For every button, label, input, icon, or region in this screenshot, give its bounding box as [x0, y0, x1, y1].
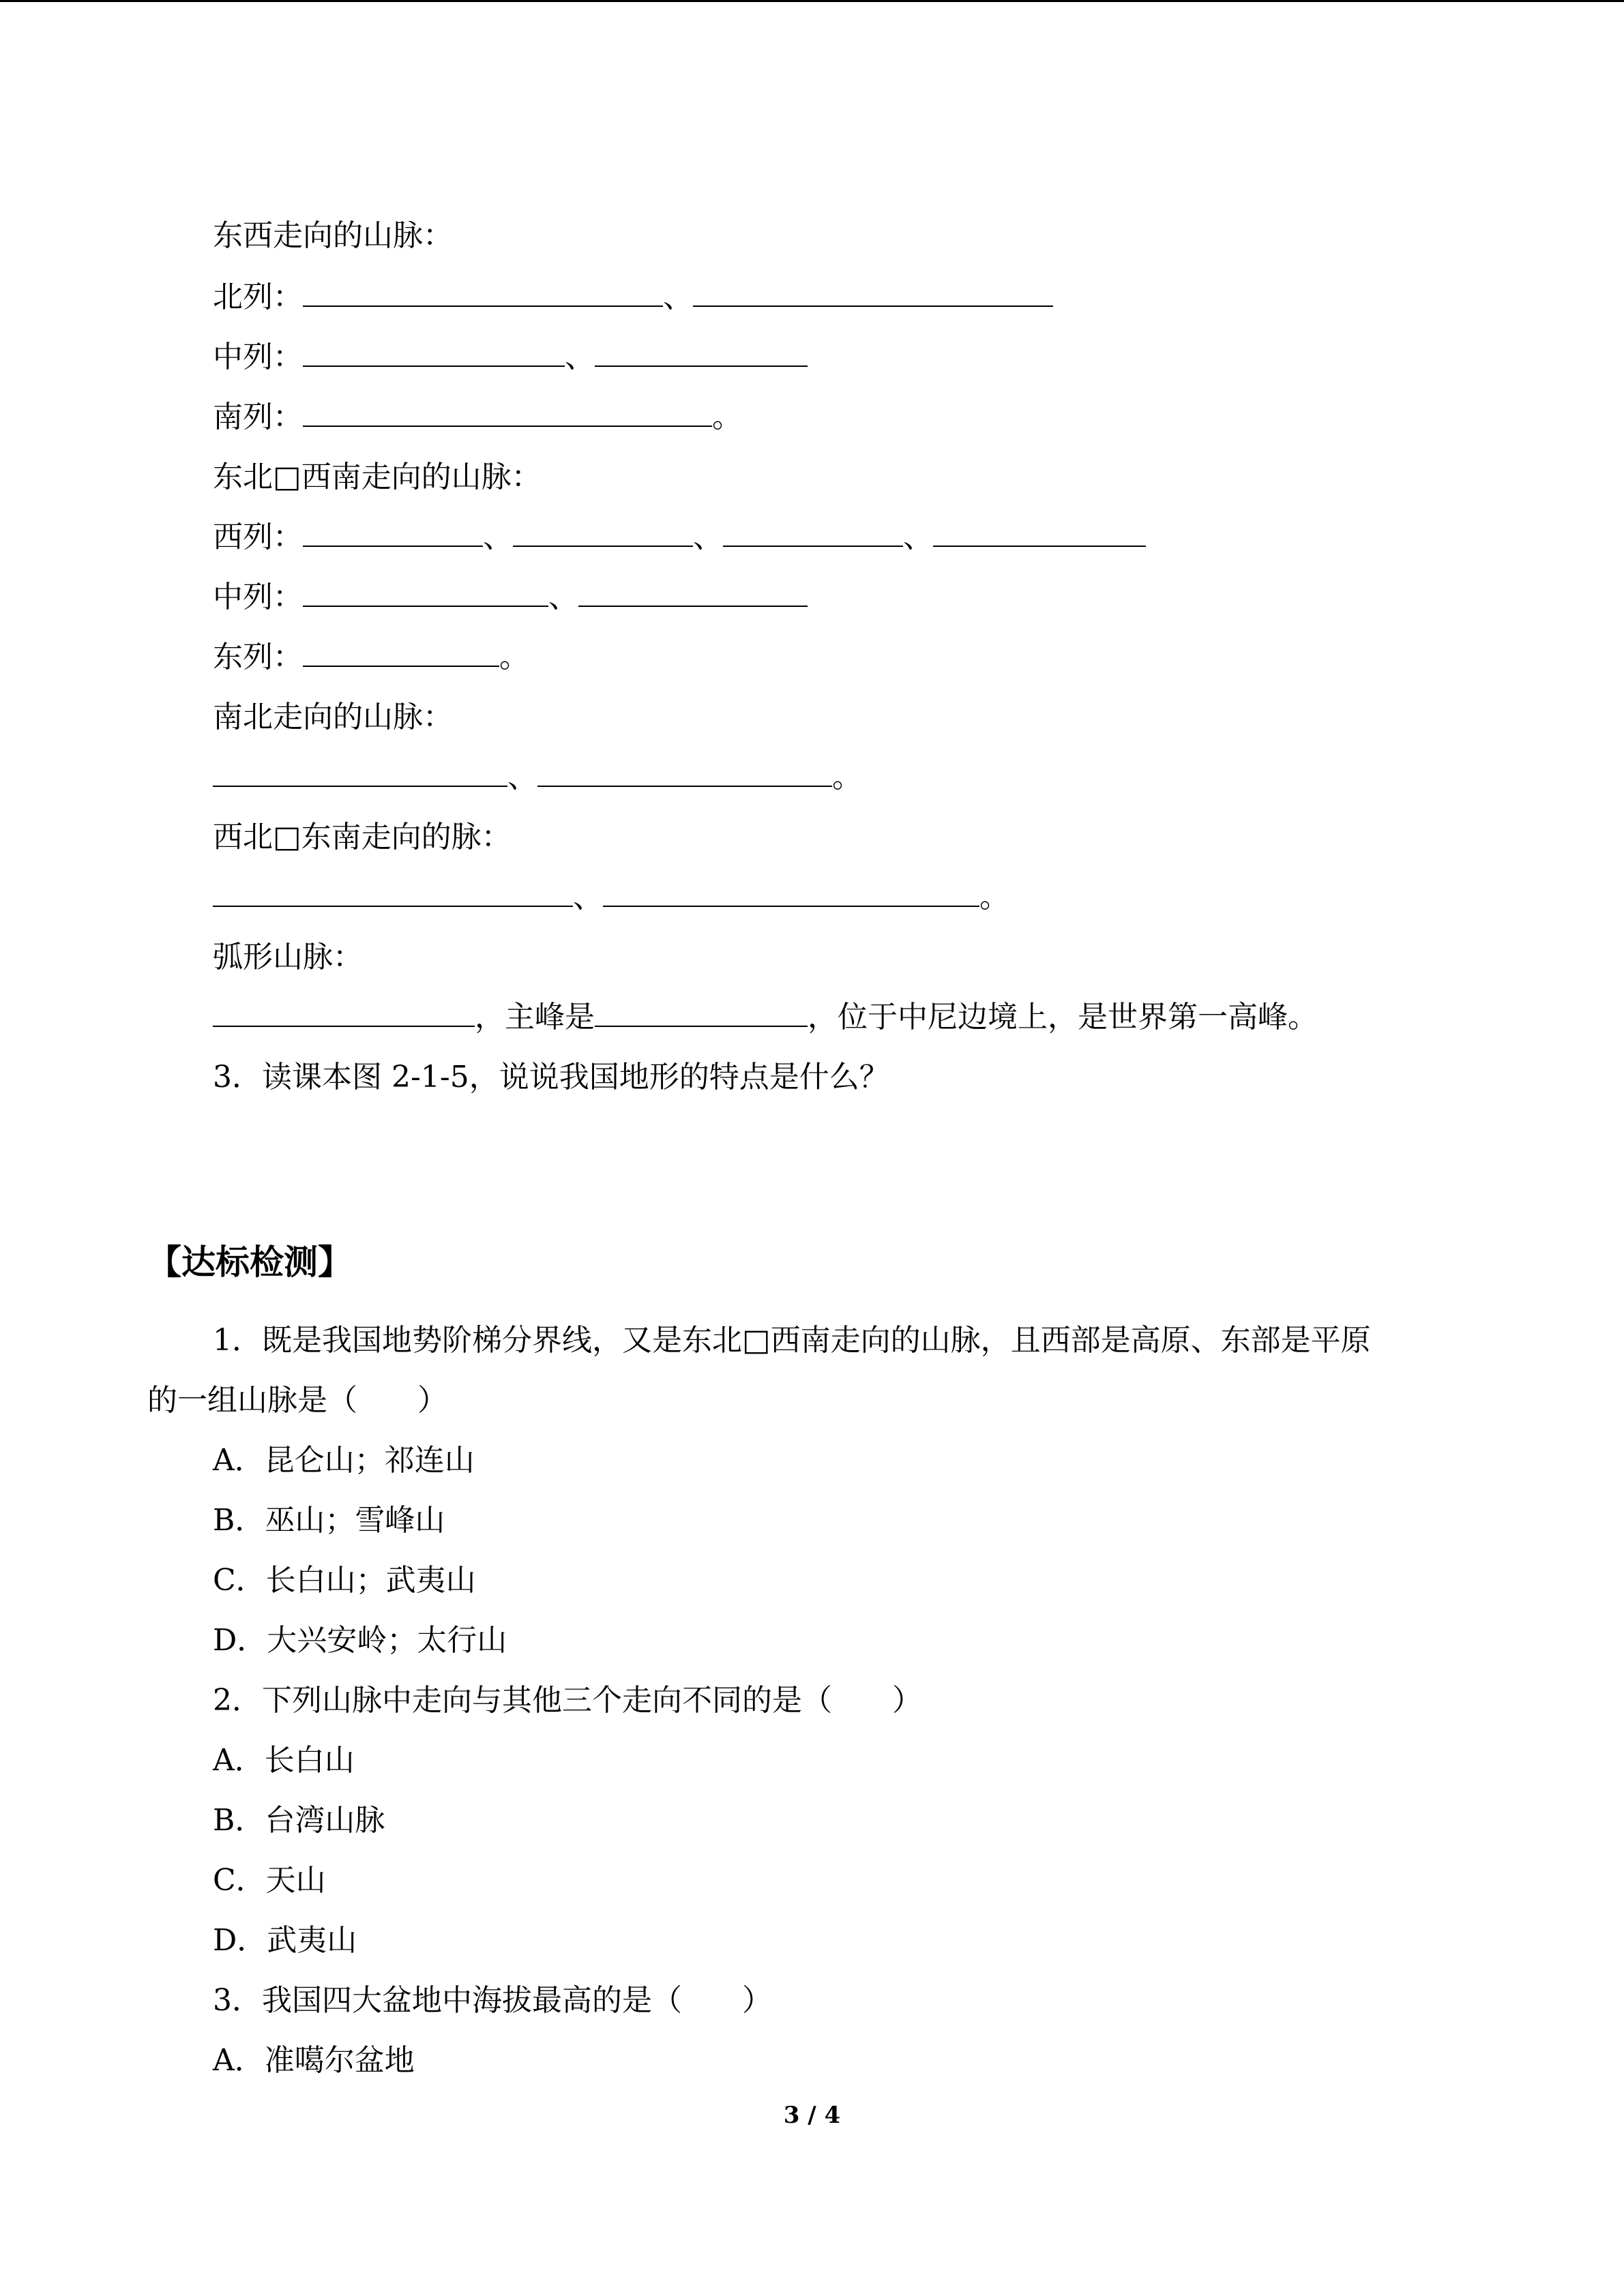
answer-blank[interactable]	[595, 338, 808, 367]
q2-option-b[interactable]: B．台湾山脉	[213, 1803, 385, 1838]
test-q2: 2．下列山脉中走向与其他三个走向不同的是（ ）	[213, 1683, 922, 1718]
ew-title: 东西走向的山脉：	[213, 218, 453, 253]
arc-end-text: ，位于中尼边境上，是世界第一高峰。	[808, 1000, 1318, 1034]
ne-west-label: 西列：	[213, 520, 303, 554]
answer-blank[interactable]	[578, 578, 808, 607]
question-3-read-map: 3．读课本图 2-1-5，说说我国地形的特点是什么？	[213, 1060, 889, 1094]
q2-option-d[interactable]: D．武夷山	[213, 1923, 357, 1958]
answer-blank[interactable]	[537, 758, 832, 787]
ne-west-row	[213, 517, 1146, 558]
ne-east-row	[213, 637, 529, 678]
arc-title: 弧形山脉：	[213, 940, 363, 974]
separator: 、	[483, 520, 513, 554]
q1-option-c[interactable]: C．长白山；武夷山	[213, 1563, 476, 1598]
answer-blank[interactable]	[303, 578, 548, 607]
ew-south-label: 南列：	[213, 400, 303, 434]
answer-blank[interactable]	[303, 638, 499, 667]
section-heading: 【达标检测】	[147, 1242, 352, 1282]
q1-option-a[interactable]: A．昆仑山；祁连山	[213, 1443, 475, 1478]
q2-option-a[interactable]: A．长白山	[213, 1743, 355, 1778]
ew-north-row	[213, 277, 1053, 318]
answer-blank[interactable]	[595, 998, 808, 1027]
answer-blank[interactable]	[693, 278, 1053, 307]
separator: 、	[548, 580, 578, 614]
answer-blank[interactable]	[603, 878, 979, 907]
separator: 、	[903, 520, 933, 554]
period: 。	[712, 400, 742, 434]
answer-blank[interactable]	[933, 518, 1146, 547]
q2-option-c[interactable]: C．天山	[213, 1863, 326, 1898]
ew-north-label: 北列：	[213, 280, 303, 314]
period: 。	[832, 760, 862, 794]
answer-blank[interactable]	[723, 518, 903, 547]
top-border	[0, 0, 1624, 2]
ew-south-row	[213, 397, 742, 438]
q1-option-b[interactable]: B．巫山；雪峰山	[213, 1503, 445, 1538]
answer-blank[interactable]	[303, 518, 483, 547]
period: 。	[979, 880, 1009, 914]
answer-blank[interactable]	[513, 518, 693, 547]
ns-row	[213, 757, 862, 798]
separator: 、	[507, 760, 537, 794]
nw-row	[213, 877, 1009, 918]
answer-blank[interactable]	[213, 998, 475, 1027]
separator: 、	[573, 880, 603, 914]
ew-middle-row	[213, 337, 808, 378]
ne-middle-row	[213, 577, 808, 618]
ne-title: 东北□西南走向的山脉：	[213, 460, 542, 494]
arc-mid-text: ，主峰是	[475, 1000, 595, 1034]
arc-row	[213, 997, 1318, 1038]
test-q3: 3．我国四大盆地中海拔最高的是（ ）	[213, 1983, 772, 2018]
separator: 、	[693, 520, 723, 554]
separator: 、	[565, 340, 595, 374]
test-q1-line1: 1．既是我国地势阶梯分界线，又是东北□西南走向的山脉，且西部是高原、东部是平原	[213, 1323, 1371, 1358]
answer-blank[interactable]	[303, 338, 565, 367]
ew-middle-label: 中列：	[213, 340, 303, 374]
period: 。	[499, 640, 529, 674]
answer-blank[interactable]	[303, 398, 712, 427]
answer-blank[interactable]	[303, 278, 663, 307]
test-q1-line2: 的一组山脉是（ ）	[147, 1383, 447, 1418]
page-number: 3 / 4	[783, 2102, 841, 2129]
answer-blank[interactable]	[213, 878, 573, 907]
ne-middle-label: 中列：	[213, 580, 303, 614]
separator: 、	[663, 280, 693, 314]
nw-title: 西北□东南走向的脉：	[213, 820, 512, 854]
answer-blank[interactable]	[213, 758, 507, 787]
q1-option-d[interactable]: D．大兴安岭；太行山	[213, 1623, 507, 1658]
ne-east-label: 东列：	[213, 640, 303, 674]
ns-title: 南北走向的山脉：	[213, 700, 453, 734]
q3-option-a[interactable]: A．准噶尔盆地	[213, 2043, 415, 2078]
